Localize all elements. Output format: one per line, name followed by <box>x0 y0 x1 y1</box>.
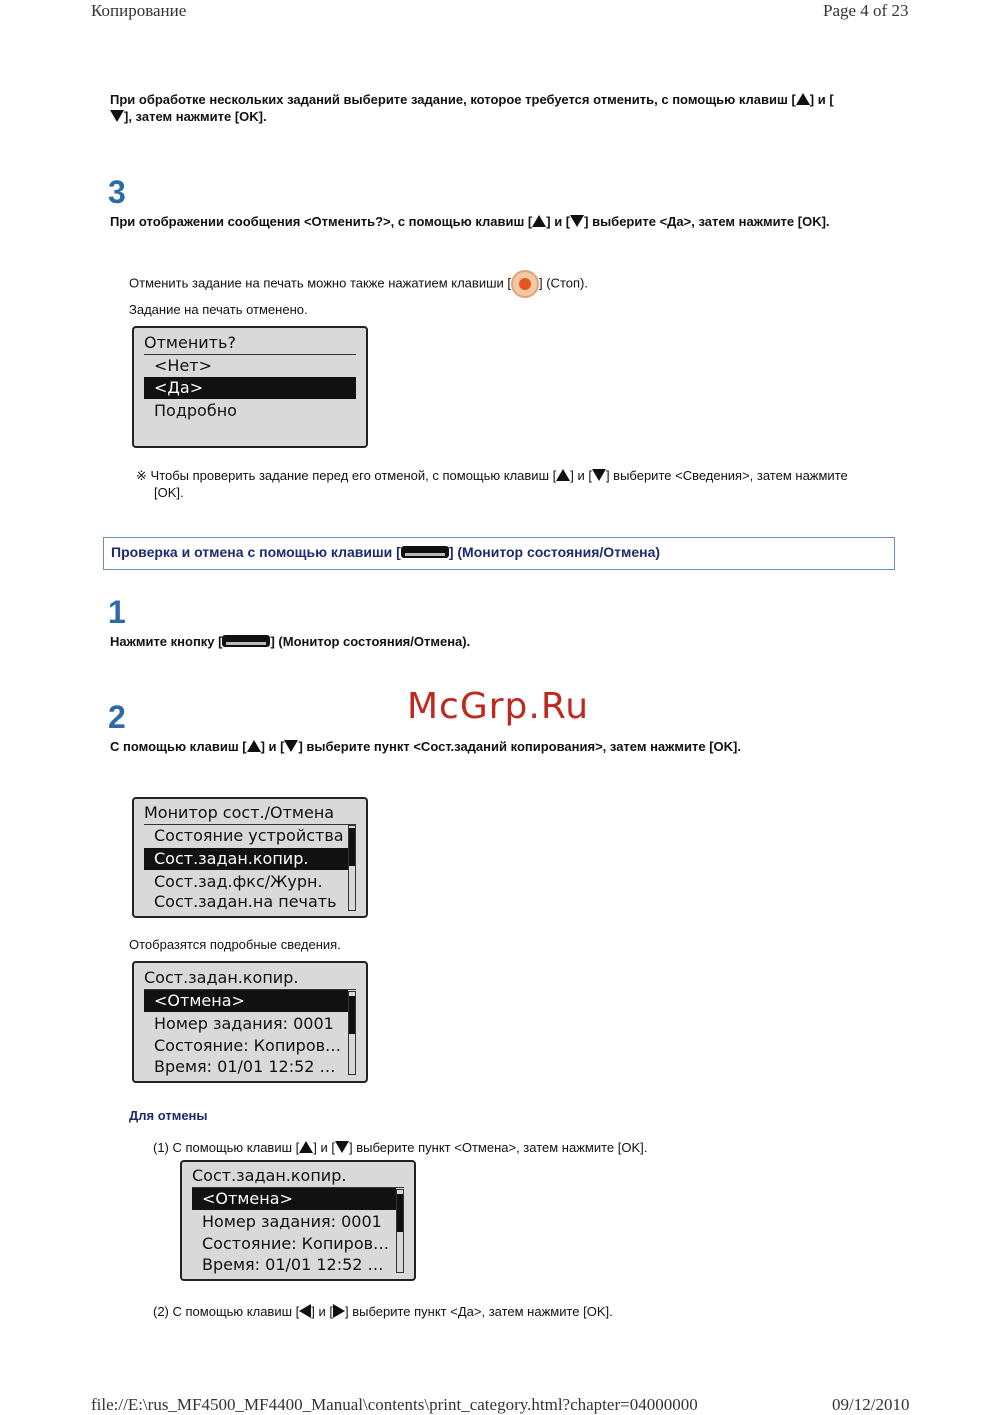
section-heading-text-1: Проверка и отмена с помощью клавиши [ <box>111 544 401 560</box>
cancel-step-1-number: (1) <box>153 1140 169 1155</box>
up-arrow-icon <box>299 1141 313 1153</box>
cancel-step-1 <box>153 1139 647 1156</box>
lcd-option-yes: <Да> <box>144 377 356 399</box>
step-number-1: 1 <box>108 594 126 630</box>
down-arrow-icon <box>284 740 298 752</box>
stop-note-text-2: ] (Стоп). <box>539 275 588 291</box>
cancel-heading: Для отмены <box>129 1108 208 1123</box>
lcd-option-no: <Нет> <box>154 356 213 375</box>
lcd-title: Сост.задан.копир. <box>192 1165 404 1188</box>
intro-text-3: ], затем нажмите [OK]. <box>124 109 267 124</box>
reference-mark: ※ <box>136 468 147 483</box>
step1-instruction <box>110 633 470 650</box>
cancel-step-2-text-3: ] выберите пункт <Да>, затем нажмите [OK]. <box>344 1304 613 1319</box>
stop-key-note <box>129 270 588 298</box>
up-arrow-icon <box>796 93 810 105</box>
tip-text-2: ] и [ <box>570 468 592 483</box>
down-arrow-icon <box>592 469 606 481</box>
lcd-menu-item: Состояние: Копиров… <box>202 1234 390 1253</box>
footer-date: 09/12/2010 <box>832 1395 910 1414</box>
step3-text-2: ] и [ <box>546 214 571 229</box>
cancel-step-1-text-2: ] и [ <box>313 1140 335 1155</box>
section-heading-text-2: ] (Монитор состояния/Отмена) <box>448 544 661 560</box>
step1-text-1: Нажмите кнопку [ <box>110 634 223 649</box>
step2-text-2: ] и [ <box>260 739 285 754</box>
step2-instruction <box>110 738 741 755</box>
up-arrow-icon <box>247 740 261 752</box>
lcd-option-details: Подробно <box>154 401 237 420</box>
lcd-menu-item: Номер задания: 0001 <box>202 1212 382 1231</box>
details-note: Отобразятся подробные сведения. <box>129 937 341 952</box>
intro-paragraph <box>110 91 880 125</box>
lcd-menu-item-selected: <Отмена> <box>144 990 348 1012</box>
step2-text-3: ] выберите пункт <Сост.заданий копирования>, затем нажмите [OK]. <box>298 739 741 754</box>
lcd-menu-item: Состояние устройства <box>154 826 344 845</box>
cancel-step-2-number: (2) <box>153 1304 169 1319</box>
step3-text-1: При отображении сообщения <Отменить?>, с помощью клавиш [ <box>110 214 533 229</box>
tip-note <box>136 467 896 501</box>
lcd-scrollbar <box>348 825 356 911</box>
step1-text-2: ] (Монитор состояния/Отмена). <box>270 634 471 649</box>
left-arrow-icon <box>299 1304 311 1318</box>
cancel-step-2-text-1: С помощью клавиш [ <box>172 1304 300 1319</box>
step2-text-1: С помощью клавиш [ <box>110 739 247 754</box>
lcd-menu-item: Состояние: Копиров… <box>154 1036 342 1055</box>
step-number-2: 2 <box>108 699 126 735</box>
section-heading <box>111 544 660 560</box>
intro-text-1: При обработке нескольких заданий выберите задание, которое требуется отменить, с помощью клавиш [ <box>110 92 796 107</box>
watermark: McGrp.Ru <box>407 686 590 727</box>
tip-text-1: Чтобы проверить задание перед его отменой, с помощью клавиш [ <box>150 468 557 483</box>
cancelled-note: Задание на печать отменено. <box>129 302 308 317</box>
footer-file-path: file://E:\rus_MF4500_MF4400_Manual\contents\print_category.html?chapter=04000000 <box>91 1395 698 1414</box>
cancel-step-1-text-3: ] выберите пункт <Отмена>, затем нажмите [OK]. <box>348 1140 648 1155</box>
down-arrow-icon <box>570 215 584 227</box>
cancel-step-2-text-2: ] и [ <box>311 1304 333 1319</box>
lcd-menu-item-selected: <Отмена> <box>192 1188 396 1210</box>
cancel-step-2 <box>153 1303 613 1320</box>
lcd-menu-item-selected: Сост.задан.копир. <box>144 848 348 870</box>
page-counter: Page 4 of 23 <box>823 1 909 20</box>
step-number-3: 3 <box>108 174 126 210</box>
status-monitor-key-icon <box>222 635 270 647</box>
lcd-title: Отменить? <box>144 332 356 355</box>
tip-text-3: ] выберите <Сведения>, затем нажмите <box>605 468 848 483</box>
lcd-menu-item: Время: 01/01 12:52 … <box>202 1255 384 1274</box>
status-monitor-key-icon <box>401 546 449 558</box>
up-arrow-icon <box>556 469 570 481</box>
lcd-menu-item: Сост.задан.на печать <box>154 892 337 911</box>
lcd-copy-job-status <box>132 961 368 1083</box>
lcd-copy-job-cancel <box>180 1160 416 1281</box>
stop-button-icon <box>511 270 539 298</box>
stop-note-text-1: Отменить задание на печать можно также нажатием клавиши [ <box>129 275 511 291</box>
page-header-title: Копирование <box>91 1 187 20</box>
right-arrow-icon <box>333 1304 345 1318</box>
lcd-menu-item: Время: 01/01 12:52 … <box>154 1057 336 1076</box>
cancel-step-1-text-1: С помощью клавиш [ <box>172 1140 300 1155</box>
tip-text-4: [OK]. <box>154 485 184 500</box>
lcd-title: Сост.задан.копир. <box>144 967 356 990</box>
lcd-menu-item: Сост.зад.фкс/Журн. <box>154 872 323 891</box>
lcd-title: Монитор сост./Отмена <box>144 802 356 825</box>
intro-text-2: ] и [ <box>809 92 834 107</box>
down-arrow-icon <box>335 1141 349 1153</box>
step3-instruction <box>110 213 900 230</box>
lcd-scrollbar <box>396 1189 404 1273</box>
lcd-scrollbar <box>348 991 356 1075</box>
up-arrow-icon <box>532 215 546 227</box>
lcd-cancel-confirm <box>132 326 368 448</box>
step3-text-3: ] выберите <Да>, затем нажмите [OK]. <box>584 214 830 229</box>
lcd-status-monitor <box>132 797 368 918</box>
down-arrow-icon <box>110 110 124 122</box>
lcd-menu-item: Номер задания: 0001 <box>154 1014 334 1033</box>
